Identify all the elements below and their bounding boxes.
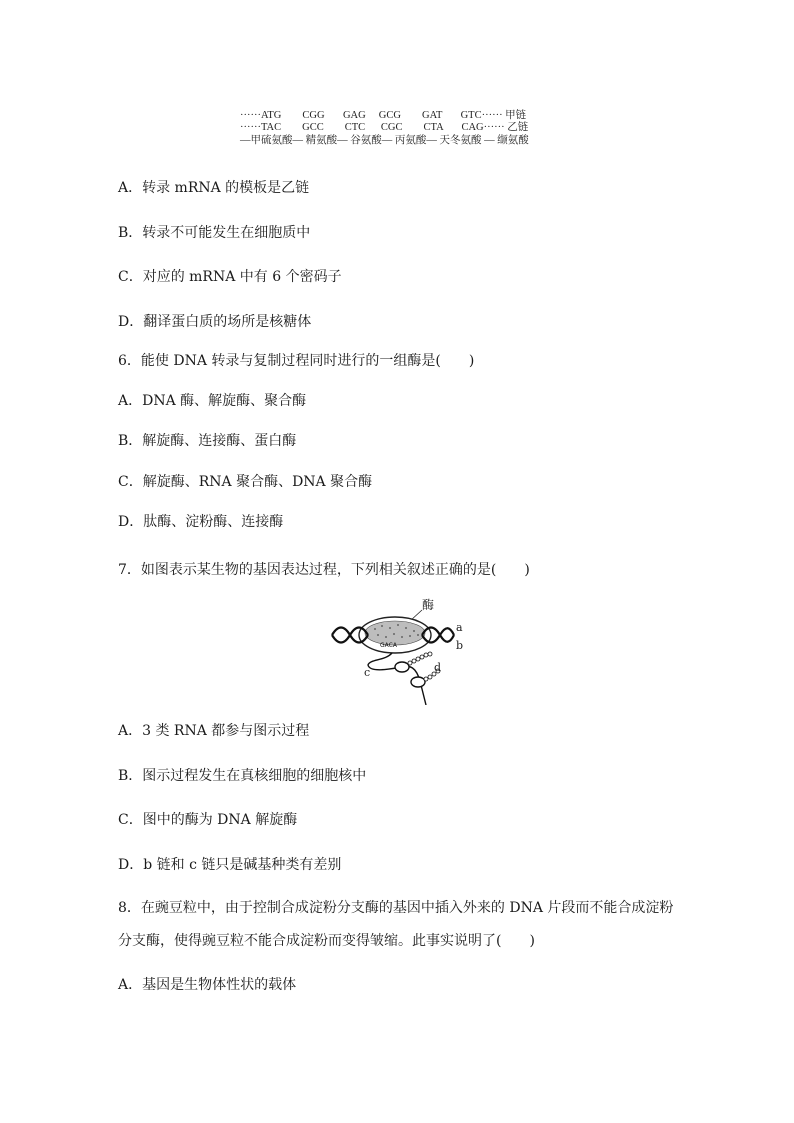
q6-option-d: D．肽酶、淀粉酶、连接酶	[118, 514, 284, 530]
q7-stem: 7．如图表示某生物的基因表达过程，下列相关叙述正确的是( )	[118, 562, 530, 578]
q5-option-d: D．翻译蛋白质的场所是核糖体	[118, 314, 312, 330]
q8-option-a: A．基因是生物体性状的载体	[118, 977, 297, 993]
figure-label-c: c	[364, 666, 371, 679]
q5-option-c: C．对应的 mRNA 中有 6 个密码子	[118, 269, 342, 285]
q6-option-b: B．解旋酶、连接酶、蛋白酶	[118, 433, 297, 449]
q7-option-c: C．图中的酶为 DNA 解旋酶	[118, 812, 298, 828]
figure-label-enzyme: 酶	[422, 598, 435, 612]
q6-stem: 6．能使 DNA 转录与复制过程同时进行的一组酶是( )	[118, 353, 475, 369]
sequence-row-jia: ······ATG CGG GAG GCG GAT GTC······ 甲链	[240, 110, 527, 121]
q8-stem-line2: 分支酶，使得豌豆粒不能合成淀粉而变得皱缩。此事实说明了( )	[118, 933, 535, 949]
figure-label-a: a	[456, 621, 463, 634]
sequence-amino-acids: —甲硫氨酸— 精氨酸— 谷氨酸— 丙氨酸— 天冬氨酸 — 缬氨酸	[240, 135, 529, 146]
q5-option-a: A．转录 mRNA 的模板是乙链	[118, 180, 310, 196]
gene-expression-figure	[330, 595, 480, 705]
q8-stem-line1: 8．在豌豆粒中，由于控制合成淀粉分支酶的基因中插入外来的 DNA 片段而不能合成淀粉	[118, 900, 674, 916]
q7-option-d: D．b 链和 c 链只是碱基种类有差别	[118, 857, 342, 873]
q6-option-a: A．DNA 酶、解旋酶、聚合酶	[118, 393, 307, 409]
q6-option-c: C．解旋酶、RNA 聚合酶、DNA 聚合酶	[118, 474, 373, 490]
q7-option-b: B．图示过程发生在真核细胞的细胞核中	[118, 768, 367, 784]
sequence-row-yi: ······TAC GCC CTC CGC CTA CAG······ 乙链	[240, 122, 529, 133]
figure-label-b: b	[456, 639, 464, 652]
figure-label-d: d	[434, 661, 442, 674]
figure-sequence-label: GACA	[380, 642, 397, 649]
q7-option-a: A．3 类 RNA 都参与图示过程	[118, 723, 310, 739]
q5-option-b: B．转录不可能发生在细胞质中	[118, 225, 311, 241]
